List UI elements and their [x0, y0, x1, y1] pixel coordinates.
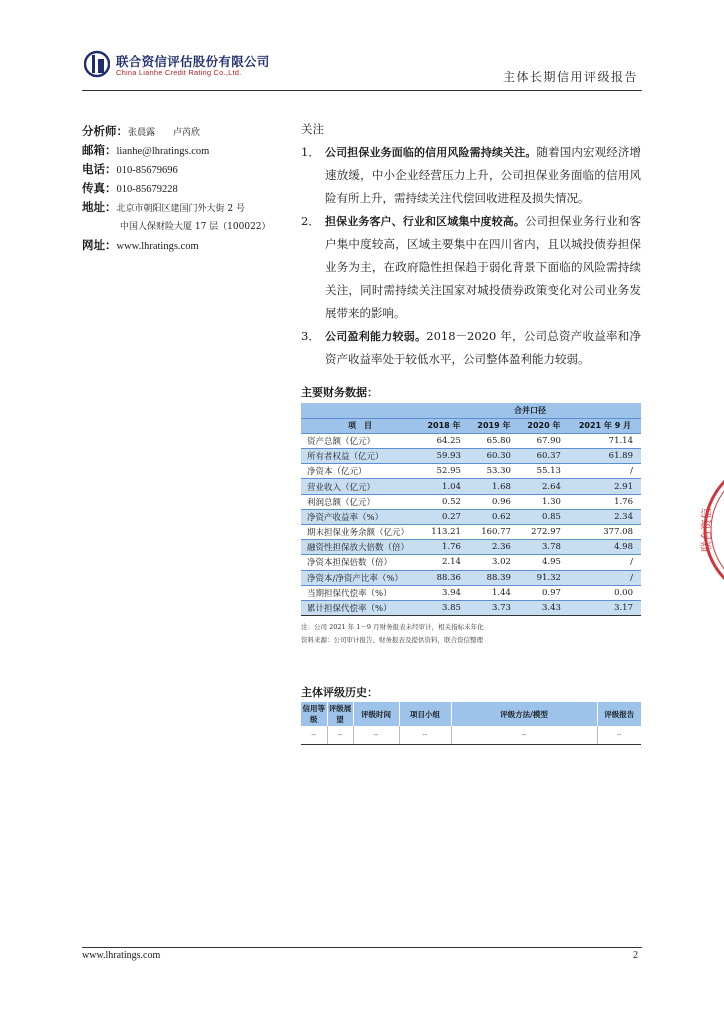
- concern-item: [301, 141, 641, 210]
- table-cell: 160.77: [469, 525, 519, 540]
- concern-item: [301, 210, 641, 325]
- column-header: 2019 年: [469, 418, 519, 433]
- email-value[interactable]: lianhe@lhratings.com: [116, 146, 210, 157]
- concern-text: 2018－2020 年，公司总资产收益率和净资产收益率处于较低水平，公司整体盈利能力较弱。: [325, 329, 642, 366]
- table-cell: 88.36: [419, 570, 469, 585]
- address-line2: 中国人保财险大厦 17 层（100022）: [120, 222, 271, 232]
- table-cell: 0.27: [419, 509, 469, 524]
- table-cell: --: [353, 726, 399, 744]
- phone-label: 电话：: [82, 162, 117, 176]
- rating-history-table: [301, 702, 641, 745]
- company-name-en: China Lianhe Credit Rating Co.,Ltd.: [116, 68, 242, 77]
- table-cell: 65.80: [469, 433, 519, 448]
- footer-url[interactable]: www.lhratings.com: [82, 950, 161, 961]
- page-header: [82, 40, 642, 92]
- table-cell: 1.76: [569, 494, 641, 509]
- table-row: [301, 509, 641, 524]
- table-cell: --: [399, 726, 451, 744]
- table-cell: 55.13: [519, 464, 569, 479]
- table-row: [301, 479, 641, 494]
- contact-block: [82, 122, 294, 255]
- table-cell: 71.14: [569, 433, 641, 448]
- concern-title: 公司担保业务面临的信用风险需持续关注。: [325, 146, 537, 159]
- table-row: [301, 494, 641, 509]
- financials-title: 主要财务数据：: [301, 386, 378, 399]
- table-note: 注：公司 2021 年 1－9 月财务报表未经审计，相关指标未年化: [301, 623, 484, 631]
- column-header: 评级报告: [597, 702, 641, 726]
- table-cell: 3.02: [469, 555, 519, 570]
- table-cell: 88.39: [469, 570, 519, 585]
- concern-number: 3．: [301, 329, 320, 343]
- email-row: [82, 141, 294, 160]
- rating-history-title: 主体评级历史：: [301, 686, 378, 699]
- analyst-names: 张晨露 卢芮欣: [128, 128, 201, 138]
- web-label: 网址：: [82, 238, 117, 252]
- header-divider: [82, 90, 642, 91]
- table-cell: 3.78: [519, 540, 569, 555]
- page-number: 2: [633, 950, 638, 961]
- table-cell: 0.52: [419, 494, 469, 509]
- company-seal-icon: [700, 455, 724, 605]
- table-cell: 59.93: [419, 449, 469, 464]
- row-label: 净资本（亿元）: [301, 464, 419, 479]
- phone-value: 010-85679696: [116, 165, 178, 176]
- address-label: 地址：: [82, 200, 117, 214]
- row-label: 净资产收益率（%）: [301, 509, 419, 524]
- fax-value: 010-85679228: [116, 184, 178, 195]
- analyst-row: [82, 122, 294, 141]
- table-cell: 67.90: [519, 433, 569, 448]
- table-row: [301, 570, 641, 585]
- table-cell: 1.30: [519, 494, 569, 509]
- table-row: [301, 540, 641, 555]
- row-label: 累计担保代偿率（%）: [301, 600, 419, 615]
- web-row: [82, 236, 294, 255]
- table-row: [301, 525, 641, 540]
- table-row: [301, 449, 641, 464]
- table-row: [301, 433, 641, 448]
- table-row: [301, 464, 641, 479]
- concern-number: 2．: [301, 214, 320, 228]
- row-label: 净资本/净资产比率（%）: [301, 570, 419, 585]
- concern-text: 公司担保业务行业和客户集中度较高，区域主要集中在四川省内，且以城投债券担保业务为主，在政府隐性担保趋于弱化背景下面临的风险需持续关注，同时需持续关注国家对城投债券政策变化对公司业务发展带来的影响。: [325, 214, 641, 320]
- table-cell: 0.96: [469, 494, 519, 509]
- table-row: [301, 600, 641, 615]
- email-label: 邮箱：: [82, 143, 117, 157]
- column-header: 评级时间: [353, 702, 399, 726]
- column-header: 评级展望: [328, 704, 352, 724]
- table-header-group: [301, 403, 641, 418]
- table-cell: /: [569, 570, 641, 585]
- table-cell: 3.73: [469, 600, 519, 615]
- table-cell: 2.91: [569, 479, 641, 494]
- group-header: 合并口径: [419, 403, 641, 418]
- column-header: 评级方法/模型: [451, 702, 597, 726]
- row-label: 融资性担保放大倍数（倍）: [301, 540, 419, 555]
- fax-label: 传真：: [82, 181, 117, 195]
- table-cell: 1.04: [419, 479, 469, 494]
- table-cell: 4.95: [519, 555, 569, 570]
- table-cell: 1.68: [469, 479, 519, 494]
- table-cell: 53.30: [469, 464, 519, 479]
- concern-text: 随着国内宏观经济增速放缓，中小企业经营压力上升，公司担保业务面临的信用风险有所上升，需持续关注代偿回收进程及损失情况。: [325, 145, 642, 205]
- financials-body: [301, 433, 641, 615]
- concern-title: 公司盈利能力较弱。: [325, 330, 427, 343]
- table-row: [301, 726, 641, 744]
- table-cell: 113.21: [419, 525, 469, 540]
- report-title: 主体长期信用评级报告: [502, 70, 638, 84]
- row-label: 资产总额（亿元）: [301, 433, 419, 448]
- concerns-section: [301, 118, 641, 371]
- table-header-row: [301, 418, 641, 433]
- row-label: 当期担保代偿率（%）: [301, 585, 419, 600]
- phone-row: [82, 160, 294, 179]
- table-cell: 0.00: [569, 585, 641, 600]
- table-cell: 91.32: [519, 570, 569, 585]
- table-cell: --: [301, 726, 327, 744]
- web-value[interactable]: www.lhratings.com: [116, 241, 199, 252]
- table-cell: --: [451, 726, 597, 744]
- concern-item: [301, 325, 641, 371]
- table-cell: 2.34: [569, 509, 641, 524]
- table-row: [301, 555, 641, 570]
- table-cell: 2.64: [519, 479, 569, 494]
- table-row: [301, 585, 641, 600]
- concern-title: 担保业务客户、行业和区域集中度较高。: [325, 215, 525, 228]
- table-cell: 61.89: [569, 449, 641, 464]
- table-cell: 1.76: [419, 540, 469, 555]
- row-label: 期末担保业务余额（亿元）: [301, 525, 419, 540]
- table-cell: 4.98: [569, 540, 641, 555]
- table-cell: --: [597, 726, 641, 744]
- table-cell: 0.97: [519, 585, 569, 600]
- row-label: 营业收入（亿元）: [301, 479, 419, 494]
- address-line1: 北京市朝阳区建国门外大街 2 号: [116, 204, 245, 214]
- table-cell: 64.25: [419, 433, 469, 448]
- column-header: 2021 年 9 月: [569, 418, 641, 433]
- table-cell: 2.36: [469, 540, 519, 555]
- address-row: [82, 198, 294, 217]
- concern-number: 1．: [301, 145, 320, 159]
- table-cell: 0.62: [469, 509, 519, 524]
- column-header: 2018 年: [419, 418, 469, 433]
- table-cell: 60.30: [469, 449, 519, 464]
- table-cell: 272.97: [519, 525, 569, 540]
- concerns-heading: 关注: [301, 122, 324, 136]
- row-label: 所有者权益（亿元）: [301, 449, 419, 464]
- table-cell: /: [569, 555, 641, 570]
- company-name-cn: 联合资信评估股份有限公司: [116, 54, 270, 69]
- financials-table: [301, 403, 641, 616]
- address-row-2: [82, 217, 294, 236]
- analyst-label: 分析师：: [82, 124, 128, 138]
- table-cell: /: [569, 464, 641, 479]
- row-label: 净资本担保倍数（倍）: [301, 555, 419, 570]
- table-source: 资料来源：公司审计报告、财务报表及提供资料，联合资信整理: [301, 636, 483, 644]
- table-cell: 3.94: [419, 585, 469, 600]
- lianhe-logo-icon: [84, 50, 110, 78]
- table-cell: 3.43: [519, 600, 569, 615]
- column-header: 信用等级: [302, 704, 325, 724]
- table-cell: 3.85: [419, 600, 469, 615]
- column-header-item: 项 目: [301, 418, 419, 433]
- table-cell: 377.08: [569, 525, 641, 540]
- table-cell: --: [327, 726, 353, 744]
- table-cell: 60.37: [519, 449, 569, 464]
- table-cell: 1.44: [469, 585, 519, 600]
- table-cell: 52.95: [419, 464, 469, 479]
- column-header: 2020 年: [519, 418, 569, 433]
- fax-row: [82, 179, 294, 198]
- row-label: 利润总额（亿元）: [301, 494, 419, 509]
- seal-text: 联合资信: [700, 508, 713, 552]
- table-cell: 2.14: [419, 555, 469, 570]
- table-cell: 3.17: [569, 600, 641, 615]
- table-cell: 0.85: [519, 509, 569, 524]
- rating-history-header: [301, 702, 641, 726]
- footer-divider: [82, 947, 642, 948]
- column-header: 项目小组: [399, 702, 451, 726]
